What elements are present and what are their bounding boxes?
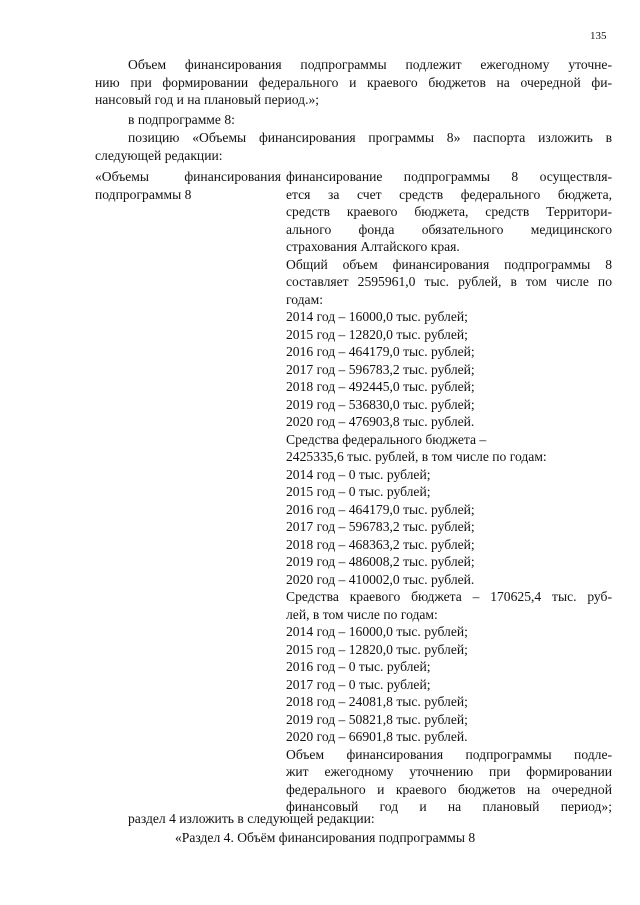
federal-year-line: 2014 год – 0 тыс. рублей; (286, 466, 431, 482)
total-year-line: 2019 год – 536830,0 тыс. рублей; (286, 396, 475, 412)
regional-year-line: 2017 год – 0 тыс. рублей; (286, 676, 431, 692)
desc-line: страхования Алтайского края. (286, 239, 460, 254)
federal-year-line: 2016 год – 464179,0 тыс. рублей; (286, 501, 475, 517)
intro-line-1: Объем финансирования подпрограммы подлежит ежегодному уточне- (128, 57, 612, 72)
closing-line: Объем финансирования подпрограммы подле- (286, 746, 612, 762)
closing-line: жит ежегодному уточнению при формировании (286, 764, 612, 779)
intro-line-5: позицию «Объемы финансирования программы 8» паспорта изложить в (128, 130, 612, 145)
intro-line-2: нию при формировании федерального и краевого бюджетов на очередной фи- (95, 75, 612, 90)
regional-year-line: 2014 год – 16000,0 тыс. рублей; (286, 624, 468, 639)
outro-line-1: раздел 4 изложить в следующей редакции: (128, 811, 375, 826)
page-number: 135 (590, 30, 607, 42)
total-year-line: 2020 год – 476903,8 тыс. рублей. (286, 414, 475, 429)
total-line: годам: (286, 291, 323, 307)
table-left-line-2: подпрограммы 8 (95, 186, 192, 202)
federal-year-line: 2017 год – 596783,2 тыс. рублей; (286, 519, 475, 534)
total-year-line: 2017 год – 596783,2 тыс. рублей; (286, 361, 475, 377)
closing-line: федерального и краевого бюджетов на очередной (286, 781, 612, 797)
total-year-line: 2018 год – 492445,0 тыс. рублей; (286, 379, 475, 394)
table-left-cell (95, 168, 281, 203)
table-left-line-1: «Объемы финансирования (95, 169, 281, 184)
desc-line: ального фонда обязательного медицинского (286, 221, 612, 237)
total-year-line: 2015 год – 12820,0 тыс. рублей; (286, 326, 468, 342)
regional-year-line: 2015 год – 12820,0 тыс. рублей; (286, 641, 468, 657)
closing-line: финансовый год и на плановый период»; (286, 799, 612, 814)
regional-year-line: 2020 год – 66901,8 тыс. рублей. (286, 729, 468, 744)
table-right-cell (286, 168, 612, 816)
regional-year-line: 2018 год – 24081,8 тыс. рублей; (286, 694, 468, 709)
desc-line: ется за счет средств федерального бюджета, (286, 186, 612, 202)
desc-line: средств краевого бюджета, средств Территори- (286, 204, 612, 219)
regional-line: Средства краевого бюджета – 170625,4 тыс. руб- (286, 589, 612, 604)
total-line: составляет 2595961,0 тыс. рублей, в том числе по (286, 274, 612, 289)
federal-year-line: 2015 год – 0 тыс. рублей; (286, 484, 431, 499)
federal-year-line: 2019 год – 486008,2 тыс. рублей; (286, 554, 475, 569)
federal-year-line: 2018 год – 468363,2 тыс. рублей; (286, 536, 475, 552)
total-line: Общий объем финансирования подпрограммы 8 (286, 256, 612, 272)
regional-year-line: 2016 год – 0 тыс. рублей; (286, 659, 431, 674)
intro-line-3: нансовый год и на плановый период.»; (95, 92, 320, 107)
intro-line-6: следующей редакции: (95, 148, 223, 163)
desc-line: финансирование подпрограммы 8 осуществля- (286, 169, 612, 184)
total-year-line: 2016 год – 464179,0 тыс. рублей; (286, 344, 475, 359)
section-heading: «Раздел 4. Объём финансирования подпрограммы 8 (175, 830, 476, 845)
federal-line: Средства федерального бюджета – (286, 431, 487, 447)
total-year-line: 2014 год – 16000,0 тыс. рублей; (286, 309, 468, 324)
intro-line-4: в подпрограмме 8: (128, 112, 235, 127)
regional-line: лей, в том числе по годам: (286, 606, 438, 622)
federal-line: 2425335,6 тыс. рублей, в том числе по годам: (286, 449, 547, 464)
regional-year-line: 2019 год – 50821,8 тыс. рублей; (286, 711, 468, 727)
federal-year-line: 2020 год – 410002,0 тыс. рублей. (286, 571, 475, 587)
